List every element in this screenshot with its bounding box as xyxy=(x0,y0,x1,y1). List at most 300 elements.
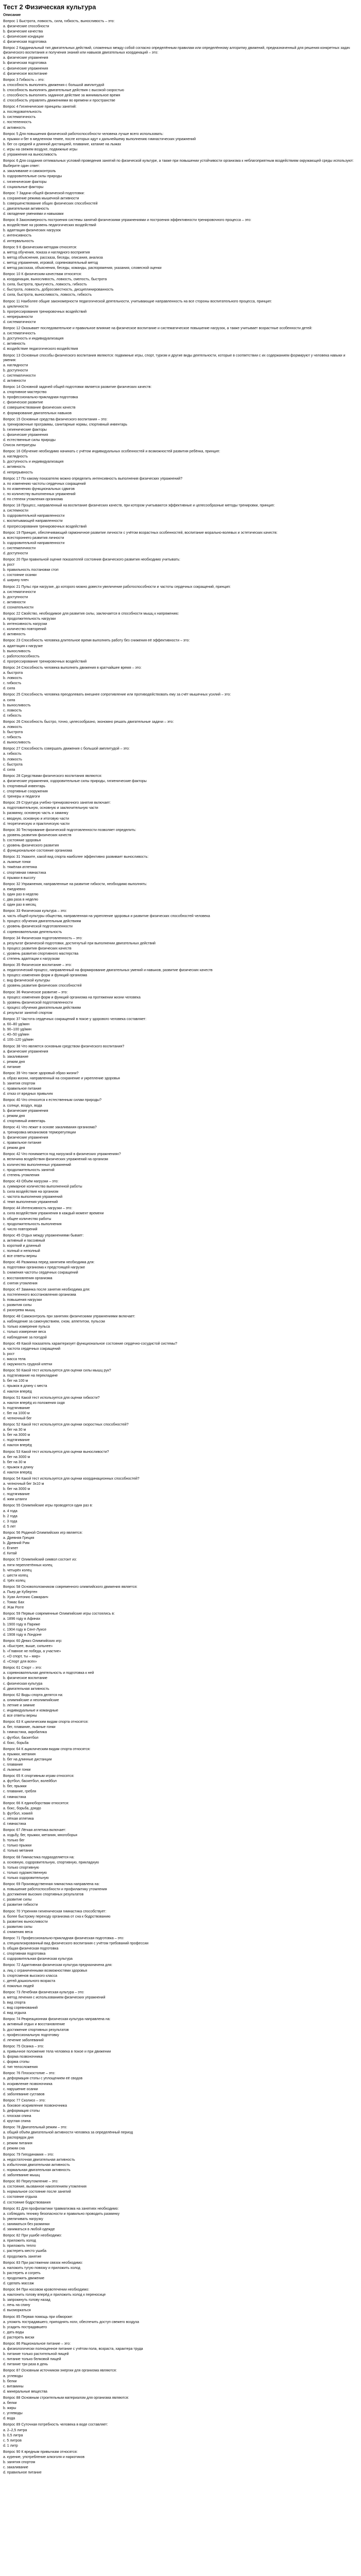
answer-option: b. оздоровительные силы природы xyxy=(3,175,62,179)
answer-option: c. продолжительность выполнения xyxy=(3,1222,62,1226)
answer-option: b. Хуан Антонио Самаранч xyxy=(3,1596,48,1600)
question-text: Вопрос 89 Суточная потребность человека в воде составляет: xyxy=(3,2423,108,2427)
answer-option: d. заниматься в любой одежде xyxy=(3,2228,55,2232)
answer-option: d. развитие гибкости xyxy=(3,1903,38,1907)
answer-option: b. «Главное не победа, а участие» xyxy=(3,1650,61,1653)
answer-option: d. оздоровительная физическая культура xyxy=(3,1957,73,1961)
answer-option: c. гигиенические факторы xyxy=(3,180,47,184)
question-text: Вопрос 85 Первая помощь при обмороке: xyxy=(3,2315,73,2319)
answer-option: d. наклон вперёд xyxy=(3,1470,32,1475)
question-text: Вопрос 61 Спорт – это: xyxy=(3,1666,42,1670)
answer-option: b. растереть и согреть xyxy=(3,2271,41,2275)
answer-option: c. 40–50 уд/мин xyxy=(3,1033,29,1037)
answer-option: b. развитию выносливости xyxy=(3,1920,48,1924)
answer-option: d. непрерывность xyxy=(3,470,33,474)
answer-option: b. увеличивать нагрузку xyxy=(3,2217,43,2221)
answer-option: d. социальные факторы xyxy=(3,185,44,189)
answer-option: b. белки xyxy=(3,2379,17,2383)
answer-option: а. активный и пассивный xyxy=(3,1239,45,1243)
answer-option: c. правильное питание xyxy=(3,1141,42,1145)
answer-option: b. совершенствование общих физических способностей xyxy=(3,201,98,206)
answer-option: c. подтягивание xyxy=(3,1493,30,1497)
answer-option: b. физические качества xyxy=(3,29,43,33)
answer-option: b. занятия спортом xyxy=(3,2461,36,2465)
answer-option: b. метод объяснения, рассказа, беседы, описания, анализа xyxy=(3,256,103,260)
question-text: Вопрос 36 Физическое развитие – это: xyxy=(3,990,68,994)
answer-option: b. занятия спортом xyxy=(3,1082,36,1086)
answer-option: b. нормальное состояние после занятий xyxy=(3,2190,71,2194)
question-text: Вопрос 29 Структура учебно-тренировочного занятия включает: xyxy=(3,801,111,805)
answer-option: а. физические упражнения xyxy=(3,56,48,60)
answer-option: c. Томас Бах xyxy=(3,1601,25,1605)
answer-option: а. прыжки, метания xyxy=(3,1752,36,1756)
answer-option: c. режим дня xyxy=(3,1114,25,1118)
answer-option: c. витамины xyxy=(3,2384,24,2388)
answer-option: а. бег на 30 м xyxy=(3,1428,26,1432)
answer-option: а. наглядность xyxy=(3,455,28,459)
answer-option: d. упражнения на выносливость xyxy=(3,153,57,157)
answer-option: а. наблюдение за самочувствием, сном, аппетитом, пульсом xyxy=(3,1320,105,1324)
question-text: Вопрос 7 Задачи общей физической подготовки: xyxy=(3,191,85,195)
answer-option: d. гибкость xyxy=(3,714,22,718)
answer-option: а. 1896 году в Афинах xyxy=(3,1617,41,1621)
question-text: Вопрос 57 Олимпийский символ состоит из: xyxy=(3,1558,77,1562)
question-text: Вопрос 62 Виды спорта делятся на: xyxy=(3,1693,63,1697)
answer-option: c. физические упражнения xyxy=(3,433,48,437)
answer-option: а. наглядности xyxy=(3,363,28,367)
answer-option: c. количество повторений xyxy=(3,628,46,632)
question-text: Вопрос 45 Отдых между упражнениями бывает: xyxy=(3,1233,84,1238)
answer-option: b. правильность постановки стоп xyxy=(3,568,59,572)
answer-option: а. координация, выносливость, ловкость, смелость, быстрота xyxy=(3,278,107,282)
answer-option: b. четырёх колец xyxy=(3,1568,32,1572)
answer-option: b. доступности xyxy=(3,595,28,599)
answer-option: d. продолжить занятие xyxy=(3,2255,42,2259)
answer-option: b. бег на 3000 м xyxy=(3,1433,30,1437)
answer-option: d. темп выполнения упражнений xyxy=(3,1200,58,1205)
answer-option: e. формирование двигательных навыков xyxy=(3,411,72,415)
answer-option: d. сила, быстрота, выносливость, ловкость, гибкость xyxy=(3,293,92,297)
question-text: Вопрос 14 Основной задачей общей подготовки является развитие физических качеств: xyxy=(3,385,152,389)
answer-option: d. режим сна xyxy=(3,2146,25,2150)
answer-option: c. «О спорт, ты – мир» xyxy=(3,1655,41,1659)
answer-option: c. частота выполнения упражнений xyxy=(3,1195,63,1199)
question-text: Вопрос 12 Оказывает последовательное и правильное влияние на физическое воспитание и систематическое повышение нагрузок, а также учитывает возрастные особенности детей: xyxy=(3,327,313,331)
answer-option: а. лыжные гонки xyxy=(3,860,31,865)
answer-option: Выберите один ответ: xyxy=(3,164,40,168)
answer-option: c. полный и неполный xyxy=(3,1249,40,1253)
answer-option: b. рост xyxy=(3,1352,15,1356)
answer-option: а. рост xyxy=(3,563,15,567)
question-text: Вопрос 31 Укажите, какой вид спорта наиболее эффективно развивает выносливость: xyxy=(3,855,149,859)
answer-option: d. спортивный инвентарь xyxy=(3,1119,46,1123)
question-text: Вопрос 88 Основным строительным материалом для организма являются: xyxy=(3,2396,129,2400)
question-text: Вопрос 8 Закономерность построения системы занятий физическими упражнениями и построения эффективности тренировочного процесса – это: xyxy=(3,218,251,223)
answer-option: а. спортивное мастерство xyxy=(3,391,47,395)
answer-option: d. вид отдыха xyxy=(3,2011,26,2015)
answer-option: а. 60–80 уд/мин xyxy=(3,1023,30,1027)
answer-option: а. быстрота xyxy=(3,671,23,675)
answer-option: c. растереть место ушиба xyxy=(3,2249,46,2253)
answer-option: d. активности xyxy=(3,379,26,383)
answer-option: c. только художественную xyxy=(3,1871,47,1875)
answer-option: а. основную, оздоровительную, спортивную, прикладную xyxy=(3,1860,99,1865)
question-text: Вопрос 19 Принцип, обеспечивающий гармоничное развитие личности с учётом возрастных особенностей, воспитание морально-волевых и эстетических качеств: xyxy=(3,531,278,535)
answer-option: b. бег на 100 м xyxy=(3,1379,28,1383)
answer-option: а. педагогический процесс, направленный на формирование двигательных умений и навыков, развитие физических качеств xyxy=(3,969,213,973)
answer-option: b. бег на 30 м xyxy=(3,1460,26,1464)
answer-option: а. наложить тугую повязку и приложить холод xyxy=(3,2266,80,2270)
question-text: Вопрос 13 Основные способы физического воспитания являются: подвижные игры, спорт, туризм и другие виды деятельности, которые в соответствии с их содержанием формируют у человека навыки и умения: xyxy=(3,353,346,362)
answer-option: b. состояние здоровья xyxy=(3,838,41,842)
answer-option: d. степень утомления xyxy=(3,1173,40,1177)
answer-option: b. по изменению функциональных сдвигов xyxy=(3,487,75,491)
answer-option: d. функциональное состояние организма xyxy=(3,849,72,853)
question-text: Вопрос 32 Упражнения, направленные на развитие гибкости, необходимо выполнять: xyxy=(3,882,147,886)
answer-option: b. бег со средней и длинной дистанцией, плавание, катание на лыжах xyxy=(3,142,122,146)
answer-option: c. физическая культура xyxy=(3,1682,43,1686)
question-text: Вопрос 58 Основоположником современного олимпийского движения является: xyxy=(3,1585,137,1589)
answer-option: d. заболевание суставов xyxy=(3,2092,45,2096)
answer-option: а. общий объём двигательной активности человека за определённый период xyxy=(3,2131,133,2135)
question-text: Вопрос 68 Гимнастика подразделяется на: xyxy=(3,1855,75,1859)
answer-option: d. режим дня xyxy=(3,1146,25,1150)
answer-option: c. физические кондиции xyxy=(3,35,44,39)
answer-option: d. лыжные гонки xyxy=(3,1768,31,1772)
answer-option: а. 4 года xyxy=(3,1509,18,1513)
answer-option: а. курение, употребление алкоголя и наркотиков xyxy=(3,2455,85,2459)
answer-option: а. цикличности xyxy=(3,304,28,309)
answer-option: d. 5 лет xyxy=(3,1524,16,1529)
answer-option: а. бокс, борьба, дзюдо xyxy=(3,1806,41,1810)
answer-option: b. быстрота xyxy=(3,731,23,735)
answer-option: c. Египет xyxy=(3,1547,19,1551)
answer-option: d. по степени утомления организма xyxy=(3,498,63,502)
answer-option: c. форма стопы xyxy=(3,2060,29,2064)
answer-option: а. тренировка механизмов терморегуляции xyxy=(3,1131,76,1134)
answer-option: c. лёгкая атлетика xyxy=(3,1817,34,1821)
question-text: Вопрос 40 Что относится к естественным силам природы? xyxy=(3,1098,101,1103)
answer-option: c. физические упражнения xyxy=(3,66,48,71)
answer-option: d. выносливость xyxy=(3,741,31,745)
answer-option: c. плавание xyxy=(3,1762,23,1767)
question-text: Вопрос 71 Профессионально-прикладная физическая подготовка – это: xyxy=(3,1936,124,1940)
answer-option: а. физические упражнения, оздоровительные силы природы, гигиенические факторы xyxy=(3,779,147,783)
answer-option: b. бег на длинные дистанции xyxy=(3,1757,52,1761)
answer-option: а. способность выполнять движения с большой амплитудой xyxy=(3,83,105,87)
question-text: Вопрос 18 Процесс, направленный на воспитание физических качеств, при котором учитываются эффективные и целесообразные методы тренировки, принцип: xyxy=(3,504,275,508)
answer-option: d. прыжки в высоту xyxy=(3,876,36,880)
question-text: Вопрос 39 Что такое здоровый образ жизни? xyxy=(3,1071,79,1075)
answer-option: b. летние и зимние xyxy=(3,1703,35,1707)
answer-option: b. общее количество работы xyxy=(3,1217,51,1221)
answer-option: а. прыжки и бег в медленном темпе, после которых идут к дальнейшему выполнению гимнастических упражнений xyxy=(3,137,196,141)
answer-option: c. физическое развитие xyxy=(3,401,43,405)
question-text: Вопрос 43 Объём нагрузки – это: xyxy=(3,1179,59,1183)
answer-option: b. приложить тепло xyxy=(3,2244,36,2248)
answer-option: d. минеральные вещества xyxy=(3,2389,47,2394)
answer-option: b. выносливость xyxy=(3,703,31,707)
answer-option: d. соревновательная деятельность xyxy=(3,930,62,934)
answer-option: а. футбол, баскетбол, волейбол xyxy=(3,1780,57,1784)
answer-option: c. прыжок в длину xyxy=(3,1465,33,1469)
answer-option: c. воспитывающей направленности xyxy=(3,519,63,523)
answer-option: а. сила воздействия упражнения в каждый момент времени xyxy=(3,1212,104,1216)
document-subtitle: Описание xyxy=(3,13,21,17)
answer-option: d. состояние бодрствования xyxy=(3,2200,51,2205)
answer-option: d. окружность грудной клетки xyxy=(3,1363,53,1367)
question-text: Вопрос 6 Для создания оптимальных условий проведения занятий по физической культуре, а также при повышении устойчивости организма к неблагоприятным воздействиям окружающей среды используют: xyxy=(3,159,354,163)
answer-option: а. лиц с ограниченными возможностями здоровья xyxy=(3,1969,88,1973)
answer-option: d. тип телосложения xyxy=(3,2065,38,2070)
question-text: Вопрос 51 Какой тест используется для оценки гибкости? xyxy=(3,1396,100,1400)
answer-option: b. избыточная двигательная активность xyxy=(3,2163,70,2167)
question-text: Вопрос 70 Утренняя гигиеническая гимнастика способствует: xyxy=(3,1909,107,1913)
answer-option: а. солнце, воздух, вода xyxy=(3,1104,42,1108)
question-text: Вопрос 1 Быстрота, ловкость, сила, гибкость, выносливость – это: xyxy=(3,19,115,23)
document-title: Тест 2 Физическая культура xyxy=(3,3,96,11)
answer-option: c. систематичности xyxy=(3,546,36,550)
answer-option: c. два раза в неделю xyxy=(3,897,39,902)
answer-option: d. питание xyxy=(3,1065,21,1069)
answer-option: c. плавание, гребля xyxy=(3,1790,37,1794)
answer-option: c. процесс обучения двигательным действиям xyxy=(3,1006,81,1010)
answer-option: d. все ответы верны xyxy=(3,1714,37,1718)
question-text: Вопрос 9 К физическим методам относятся: xyxy=(3,245,77,249)
answer-option: b. бег, прыжки xyxy=(3,1785,27,1789)
question-text: Вопрос 76 Плоскостопие – это: xyxy=(3,2072,56,2076)
answer-option: c. восстановления организма xyxy=(3,1276,53,1280)
answer-option: b. доступность и индивидуализация xyxy=(3,337,64,341)
answer-option: b. сила воздействия на организм xyxy=(3,1190,59,1194)
answer-option: d. наклон вперёд xyxy=(3,1389,32,1394)
answer-option: d. интервальность xyxy=(3,239,34,243)
answer-option: а. результат физической подготовки, достигнутый при выполнении двигательных действий xyxy=(3,941,156,945)
answer-option: а. Древняя Греция xyxy=(3,1536,35,1540)
answer-option: c. продолжительность занятий xyxy=(3,1168,55,1172)
answer-option: c. уровень физического развития xyxy=(3,844,59,848)
answer-option: b. физические упражнения xyxy=(3,1109,48,1113)
answer-option: b. физическая подготовка xyxy=(3,61,47,65)
answer-option: а. повышение работоспособности и профилактику утомления xyxy=(3,1888,107,1892)
answer-option: c. по количеству выполненных упражнений xyxy=(3,492,76,496)
answer-option: b. процесс изменения форм и функций организма xyxy=(3,974,88,978)
answer-option: d. активность xyxy=(3,633,26,637)
answer-option: b. интенсивность нагрузки xyxy=(3,622,47,626)
answer-option: b. форма позвоночника xyxy=(3,2055,43,2059)
answer-option: d. естественные силы природы xyxy=(3,438,56,442)
answer-option: b. питание только растительной пищей xyxy=(3,2352,69,2357)
answer-option: а. частота сердечных сокращений xyxy=(3,1347,61,1351)
answer-option: c. гибкость xyxy=(3,682,22,686)
answer-option: d. только оздоровительную xyxy=(3,1876,49,1880)
answer-option: c. шести колец xyxy=(3,1573,28,1578)
answer-option: а. тренировочные программы, санитарные нормы, спортивный инвентарь xyxy=(3,422,128,427)
question-text: Вопрос 74 Рекреационная физическая культура направлена на: xyxy=(3,2018,111,2022)
answer-option: c. дать воды xyxy=(3,2330,24,2334)
answer-option: а. подтягивание на перекладине xyxy=(3,1374,58,1378)
answer-option: b. повышения нагрузки xyxy=(3,1298,42,1302)
answer-option: а. суммарное количество выполненной работы xyxy=(3,1184,82,1189)
question-text: Вопрос 42 Что понимается под нагрузкой в физических упражнениях? xyxy=(3,1153,121,1157)
answer-option: b. усадить пострадавшего xyxy=(3,2325,47,2329)
answer-option: а. бег, плавание, лыжные гонки xyxy=(3,1725,56,1730)
answer-option: c. быстрота xyxy=(3,762,23,767)
answer-option: d. снижению веса xyxy=(3,1930,33,1934)
question-text: Вопрос 90 К вредным привычкам относятся: xyxy=(3,2450,78,2454)
answer-option: а. уложить пострадавшего, приподнять ноги, обеспечить доступ свежего воздуха xyxy=(3,2320,140,2324)
question-text: Вопрос 20 При правильной оценке показателей состояния физического развития необходимо учитывать: xyxy=(3,558,180,562)
answer-option: а. подготовительную, основную и заключительную части xyxy=(3,806,98,810)
answer-option: b. гигиенические факторы xyxy=(3,428,47,432)
question-text: Вопрос 27 Способность совершать движения с большой амплитудой – это: xyxy=(3,747,130,751)
answer-option: а. состояние, вызванное накоплением утомления xyxy=(3,2185,87,2189)
answer-option: d. разогрева мышц xyxy=(3,1309,35,1313)
answer-option: а. гибкость xyxy=(3,752,22,756)
answer-option: c. правильное питание xyxy=(3,1087,42,1091)
answer-option: c. состояние отдыха xyxy=(3,2195,37,2199)
question-list xyxy=(3,19,358,2476)
answer-option: b. спортивный инвентарь xyxy=(3,785,46,788)
answer-option: b. доступность и индивидуализация xyxy=(3,460,64,464)
answer-option: а. белки xyxy=(3,2401,17,2405)
answer-option: c. интенсивность xyxy=(3,234,32,238)
question-text: Вопрос 25 Способность человека преодолевать внешнее сопротивление или противодействовать ему за счёт мышечных усилий – это: xyxy=(3,693,231,697)
answer-option: а. физические упражнения xyxy=(3,1049,48,1054)
answer-option: b. искривление позвоночника xyxy=(3,2082,53,2086)
answer-option: d. прогрессирование тренировочных воздействий xyxy=(3,659,87,664)
answer-option: b. оздоровительной направленности xyxy=(3,514,65,518)
answer-option: d. двигательная активность xyxy=(3,1687,49,1691)
answer-option: d. способность управлять движениями во времени и пространстве xyxy=(3,99,115,103)
answer-option: а. углеводы xyxy=(3,2374,23,2378)
answer-option: b. адаптация физических нагрузок xyxy=(3,229,61,233)
answer-option: c. активность xyxy=(3,465,26,469)
answer-option: d. степень адаптации к нагрузкам xyxy=(3,957,60,961)
answer-option: b. 1900 году в Париже xyxy=(3,1622,40,1626)
answer-option: b. ловкость xyxy=(3,757,22,761)
answer-option: c. режим дня xyxy=(3,1060,25,1064)
answer-option: c. вводную, основную и итоговую части xyxy=(3,817,70,821)
answer-option: c. 3 года xyxy=(3,1519,18,1523)
answer-option: b. жиры xyxy=(3,2406,16,2411)
answer-option: а. соревновательная деятельность и подготовка к ней xyxy=(3,1671,94,1675)
answer-option: d. ширину плеч xyxy=(3,579,29,583)
answer-option: d. сила xyxy=(3,687,15,691)
answer-option: d. сделать массаж xyxy=(3,2281,34,2285)
answer-option: b. только спортивную xyxy=(3,1866,39,1870)
answer-option: b. снижения частоты сердечных сокращений xyxy=(3,1271,78,1275)
answer-option: d. систематичности xyxy=(3,320,36,324)
answer-option: а. соблюдать технику безопасности и правильно проводить разминку xyxy=(3,2212,120,2216)
question-text: Вопрос 52 Какой тест используется для оценки скоростных способностей? xyxy=(3,1423,129,1427)
answer-option: b. достижение высоких спортивных результатов xyxy=(3,1893,84,1897)
answer-option: c. масса тела xyxy=(3,1357,26,1361)
answer-option: d. результат занятий спортом xyxy=(3,1011,53,1015)
question-text: Вопрос 49 Какой показатель характеризует функциональное состояние сердечно-сосудистой системы? xyxy=(3,1342,178,1346)
answer-option: d. активность xyxy=(3,126,26,130)
question-text: Вопрос 73 Лечебная физическая культура – это: xyxy=(3,1990,84,1994)
answer-option: d. только метания xyxy=(3,1849,33,1853)
question-text: Вопрос 15 Основные средства физического воспитания – это: xyxy=(3,417,108,421)
answer-option: c. метод упражнения, игровой, соревновательный метод xyxy=(3,261,98,265)
answer-option: c. нарушение осанки xyxy=(3,2087,38,2091)
answer-option: а. специализированный вид физического воспитания с учётом требований профессии xyxy=(3,1942,149,1946)
question-text: Вопрос 38 Что является основным средством физического воспитания? xyxy=(3,1044,125,1048)
question-text: Вопрос 37 Частота сердечных сокращений в покое у здорового человека составляет: xyxy=(3,1018,147,1022)
answer-option: а. бег на 3000 м xyxy=(3,1455,30,1459)
question-text: Вопрос 64 К ациклическим видам спорта относятся: xyxy=(3,1747,91,1751)
answer-option: b. короткий и длинный xyxy=(3,1244,41,1248)
answer-option: d. питание три раза в день xyxy=(3,2363,48,2367)
answer-option: c. непрерывности xyxy=(3,315,33,319)
answer-option: b. запрокинуть голову назад xyxy=(3,2298,50,2302)
answer-option: d. 100–120 уд/мин xyxy=(3,1038,33,1042)
answer-option: b. профессионально-прикладная подготовка xyxy=(3,396,78,400)
answer-option: а. воздействие на уровень педагогических воздействий xyxy=(3,224,96,228)
answer-option: b. только бег xyxy=(3,1839,25,1843)
answer-option: b. процесс развития физических качеств xyxy=(3,946,72,951)
answer-option: c. двигательная активность xyxy=(3,207,49,211)
answer-option: а. физиологически полноценное питание с учётом пола, возраста, характера труда xyxy=(3,2347,143,2351)
answer-option: d. метод рассказа, объяснения, беседы, команды, распоряжения, указания, словесной оценки xyxy=(3,266,162,270)
answer-option: d. Жак Рогге xyxy=(3,1606,24,1610)
answer-option: c. уровень развития спортивного мастерства xyxy=(3,952,79,956)
answer-option: c. углеводы xyxy=(3,2412,23,2416)
question-text: Вопрос 81 Для профилактики травматизма на занятиях необходимо: xyxy=(3,2207,119,2211)
answer-option: d. челночный бег xyxy=(3,1416,32,1420)
question-text: Вопрос 67 Лёгкая атлетика включает: xyxy=(3,1828,66,1833)
answer-option: d. гимнастика xyxy=(3,1822,26,1826)
answer-option: b. сила, быстрота, прыгучесть, ловкость, гибкость xyxy=(3,283,87,287)
answer-option: b. общая физическая подготовка xyxy=(3,1947,59,1951)
answer-option: c. работоспособность xyxy=(3,654,40,658)
answer-option: а. постепенного восстановления организма xyxy=(3,1293,76,1297)
answer-option: а. процесс изменения форм и функций организма на протяжении жизни человека xyxy=(3,995,141,999)
answer-option: b. распорядок дня xyxy=(3,2136,34,2140)
answer-option: c. 5 литров xyxy=(3,2438,22,2443)
answer-option: b. деформация стопы xyxy=(3,2109,40,2113)
answer-option: а. систематичность xyxy=(3,332,36,336)
answer-option: c. питание только белковой пищей xyxy=(3,2358,61,2362)
question-text: Вопрос 30 Тестирование физической подготовленности позволяет определить: xyxy=(3,828,136,832)
answer-option: b. физическое воспитание xyxy=(3,1676,47,1681)
answer-option: d. жим штанги xyxy=(3,1498,27,1502)
answer-option: c. закаливание xyxy=(3,2466,28,2470)
answer-option: а. подготовки организма к предстоящей нагрузке xyxy=(3,1266,85,1270)
question-text: Вопрос 21 Пульс при нагрузке, до которого можно довести увеличение работоспособности и частоты сердечных сокращений, принцип: xyxy=(3,585,231,589)
answer-option: а. величина воздействия физических упражнений на организм xyxy=(3,1158,108,1162)
answer-option: b. оздоровительной направленности xyxy=(3,541,65,545)
answer-option: b. 2 года xyxy=(3,1514,18,1518)
answer-option: а. Пьер де Кубертен xyxy=(3,1590,38,1594)
answer-option: а. адаптация к нагрузке xyxy=(3,644,43,648)
answer-option: d. круглая спина xyxy=(3,2120,31,2124)
answer-option: а. боковое искривление позвоночника xyxy=(3,2104,67,2108)
question-text: Вопрос 86 Рациональное питание – это: xyxy=(3,2342,71,2346)
answer-option: b. уровень физической подготовленности xyxy=(3,1001,73,1005)
question-text: Вопрос 35 Физическое воспитание – это: xyxy=(3,963,72,968)
answer-option: b. подтягивание xyxy=(3,1406,30,1410)
question-text: Вопрос 46 Разминка перед занятием необходима для: xyxy=(3,1261,95,1265)
answer-option: c. режим питания xyxy=(3,2141,32,2145)
answer-option: Список литературы xyxy=(3,444,36,448)
question-text: Вопрос 65 К спортивным играм относятся: xyxy=(3,1774,75,1778)
answer-option: c. игры на свежем воздухе, подвижные игры xyxy=(3,147,78,151)
answer-option: а. приложить холод xyxy=(3,2239,36,2243)
answer-option: а. метод лечения с использованием физических упражнений xyxy=(3,1996,106,1999)
question-text: Вопрос 4 Гигиенические принципы занятий: xyxy=(3,105,77,109)
